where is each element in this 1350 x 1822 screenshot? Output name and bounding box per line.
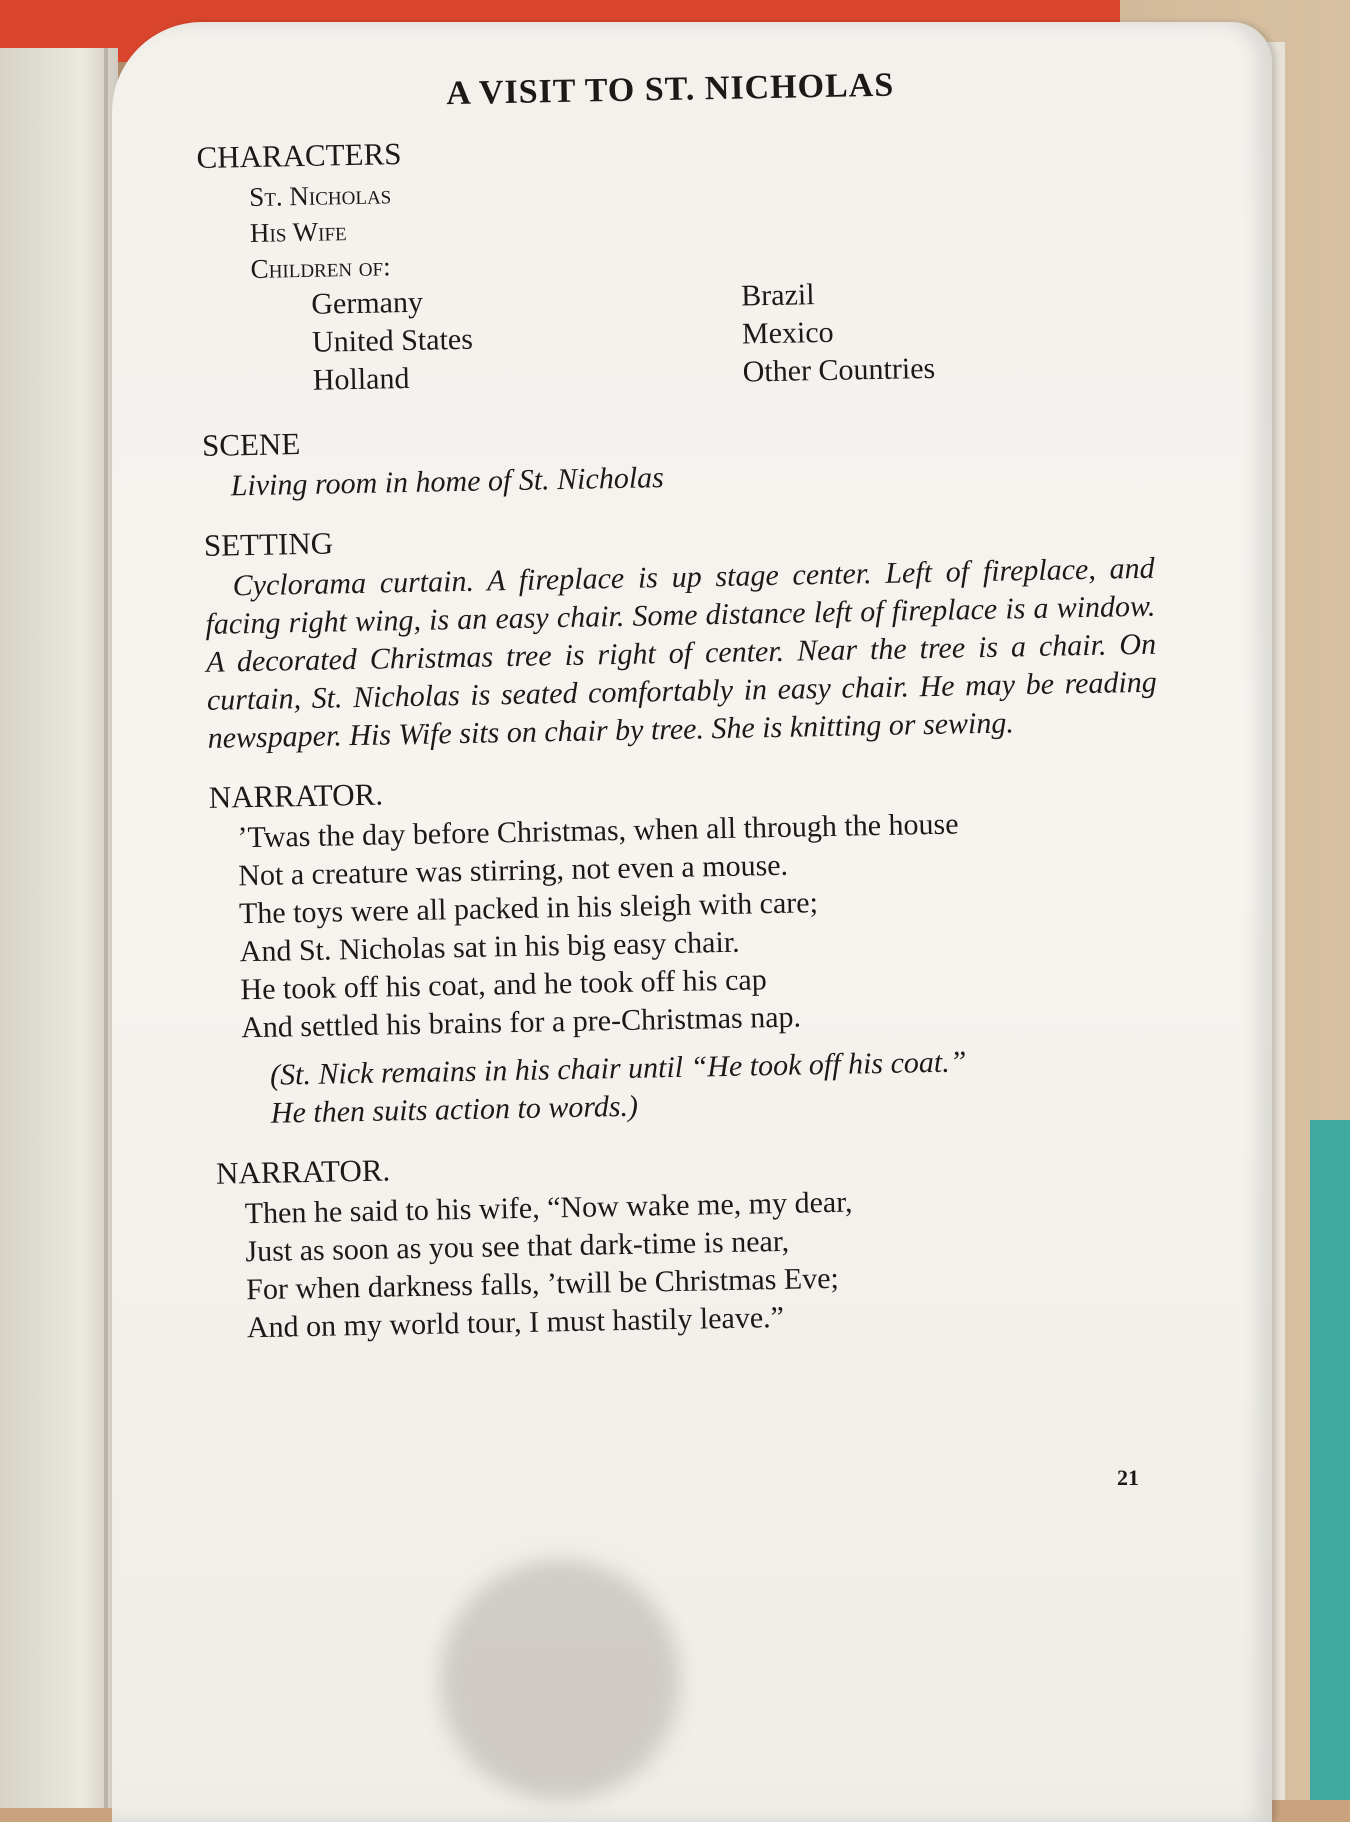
stage-direction	[270, 1040, 1165, 1133]
cast-item: His Wife	[249, 216, 347, 248]
verse-line: And settled his brains for a pre-Christmas nap.	[240, 1000, 802, 1045]
country-item: Mexico	[741, 315, 834, 351]
verse-line: He took off his coat, and he took off his cap	[240, 963, 767, 1007]
verse-line: For when darkness falls, ’twill be Christmas Eve;	[245, 1261, 840, 1307]
stage-direction-line: (St. Nick remains in his chair until “He took off his coat.”	[269, 1045, 967, 1092]
setting-heading: SETTING	[203, 525, 334, 563]
country-item: Holland	[312, 361, 410, 397]
cast-item: St. Nicholas	[248, 179, 392, 212]
country-item: United States	[311, 322, 474, 359]
country-item: Brazil	[740, 278, 815, 313]
verse-line: And St. Nicholas sat in his big easy chair.	[239, 925, 740, 969]
verse-line: And on my world tour, I must hastily leave.”	[246, 1300, 785, 1345]
characters-heading: CHARACTERS	[196, 136, 402, 175]
play-title: A VISIT TO ST. NICHOLAS	[446, 66, 895, 113]
country-item: Other Countries	[742, 351, 936, 389]
narrator-heading: NARRATOR.	[215, 1152, 391, 1191]
page-content	[195, 62, 1169, 1348]
verse-line: Then he said to his wife, “Now wake me, my dear,	[244, 1185, 853, 1231]
countries-list	[311, 270, 1151, 400]
verse-line: Just as soon as you see that dark-time is near,	[245, 1224, 790, 1269]
country-item: Germany	[311, 285, 424, 321]
scene-text: Living room in home of St. Nicholas	[230, 461, 665, 503]
left-page	[0, 48, 118, 1808]
scene-heading: SCENE	[201, 426, 301, 463]
page-number: 21	[1117, 1465, 1139, 1490]
narrator-verse	[237, 802, 1163, 1048]
setting-text: Cyclorama curtain. A fireplace is up stage center. Left of fireplace, and facing right wing, is an easy chair. Some distance left of fireplace is a window. A decorated Christmas tree is right of center. Near the tree is a chair. On curtain, St. Nicholas is seated comfortably in easy chair. He may be reading newspaper. His Wife sits on chair by tree. She is knitting or sewing.	[205, 551, 1158, 755]
teal-book-edge	[1310, 1120, 1350, 1800]
verse-line: The toys were all packed in his sleigh with care;	[238, 886, 819, 931]
narrator-heading: NARRATOR.	[208, 776, 384, 815]
verse-line: Not a creature was stirring, not even a mouse.	[237, 848, 789, 893]
verse-line: ’Twas the day before Christmas, when all through the house	[237, 807, 959, 855]
cast-item: Children of:	[250, 251, 391, 284]
hand-shadow	[440, 1560, 680, 1800]
cast-list	[249, 162, 1149, 287]
narrator-verse	[244, 1178, 1169, 1348]
book-spine	[104, 48, 108, 1808]
stage-direction-line: He then suits action to words.)	[270, 1089, 639, 1130]
